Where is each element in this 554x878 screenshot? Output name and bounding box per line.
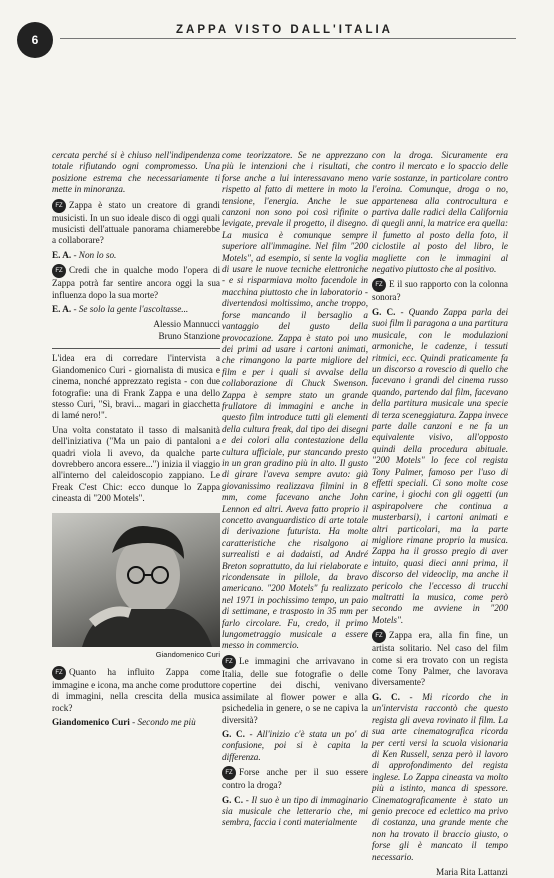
question-5: FZ Forse anche per il suo essere contro la droga? [222,767,368,791]
answer-6: G. C. - Quando Zappa parla dei suoi film li paragona a una partitura musicale, con le modulazioni armoniche, le cadenze, i tessuti ritmici, ecc. Quindi praticamente fa un discorso a rovescio di quello che facevano i grandi del cinema russo quando, partendo dal film, facevano della partitura musicale una specie di terza sceneggiatura. Zappa invece parte dalle canzoni e ne fa un equivalente visivo, all'opposto quindi della procedura abituale. "200 Motels" lo fece col regista Tony Palmer, famoso per l'uso di effetti speciali. Ci sono molte cose carine, i giochi con gli oggetti (un aspirapolvere che continua a musterbarsi), i cartoni animati e altri particolari, ma la parte migliore rimane proprio la musica. Zappa ha il grosso pregio di aver intuito, quasi dieci anni prima, il discorso del videoclip, ma anche il pericolo che l'eccesso di trucchi maltratti la musica, come però secondo me avviene in "200 Motels". [372,306,509,625]
page-number-badge: 6 [17,22,53,58]
signature: Alessio Mannucci Bruno Stanzione [153,319,220,341]
column-3 [372,150,508,878]
signature: Maria Rita Lattanzi [436,866,508,877]
question-2: FZ Credi che in qualche modo l'opera di Zappa potrà far sentire ancora oggi la sua influenza dopo la sua morte? [52,265,220,300]
question-icon: FZ [52,199,66,213]
answer-continued: con la droga. Sicuramente era contro il mercato e lo spaccio delle varie sostanze, in particolare contro l'eroina. Comunque, droga o no, appartenева alla controcultura e partiva dalle radici della California di quegli anni, la matrice era quella: il fumetto al posto della foto, il ciclostile al posto del libro, le magliette con le immagini al negativo piuttosto che al positivo. [372,150,509,275]
intro-text: cercata perché si è chiuso nell'indipendenza totale rifiutando ogni compromesso. Una posizione estrema che necessariamente ti mette in minoranza. [52,150,220,195]
question-1: FZ Zappa è stato un creatore di grandi musicisti. In un suo ideale disco di oggi quali musicisti dell'attuale panorama chiamerebbe a collaborare? [52,199,220,246]
question-icon: FZ [222,766,236,780]
paragraph: Una volta constatato il tasso di malsanità dell'iniziativa ("Ma un paio di pantaloni a quadri viola li avevo, da qualche parte dovrebbero ancora essere...") inizia il viaggio all'interno del caleidoscopio zappiano. Le Freak C'est Chic: ecco dunque lo Zappa cineasta di "200 Motels". [52,424,220,504]
answer-3: Giandomenico Curi - Secondo me più [52,717,196,728]
question-4: FZ Le immagini che arrivavano in Italia, delle sue fotografie o delle copertine dei dischi, venivano assimilate al flower power e alla psichedelia in genere, o se ne capiva la diversità? [222,655,368,725]
question-7: FZ Zappa era, alla fin fine, un artista solitario. Nel caso del film come si era trovato con un regista come Tony Palmer, che lavorava diversamente? [372,630,508,688]
section-divider [52,348,220,349]
answer-continued: come teorizzatore. Se ne apprezzano più le intenzioni che i risultati, che forse anche a lui interessavano meno rispetto al fatto di mettere in moto la tensione, l'energia. Anche le sue canzoni non sono poi così rifinite o levigate, prevale il progetto, il disegno. La musica è comunque sempre superiore all'immagine. Nel film "200 Motels", ad esempio, si sente la voglia di usare le nuove tecniche elettroniche - e si risparmiava molto facendole in macchina piuttosto che in laboratorio - divertendosi moltissimo, anche troppo, forse mancando il bersaglio a vantaggio del gusto della provocazione. Zappa è stato poi uno dei primi ad usare i cartoni animati, che rimangono la parte migliore del film e per i quali si avvalse della collaborazione di Chuck Swenson. Zappa è sempre stato un grande frullatore di immagini e anche in questo film introduce tutti gli elementi della cultura freak, dal tipo dei disegni e dei colori alla contestazione della cultura ufficiale, pur stancando presto in un gran gradino più in alto. Il gusto di girare l'aveva sempre avuto: già giovanissimo realizzava filmini in 8 mm, come facevano anche John Lennon ed altri. Aveva fatto proprio il concetto avanguardistico di arte totale di derivazione futurista. Ha molte caratteristiche che risalgono ai surrealisti e ai dadaisti, ad André Breton soprattutto, da lui rielaborate e ricondensate in pillole, da bravo americano. "200 Motels" fu realizzato nel 1971 in pochissimo tempo, un paio di settimane, e trasposto in 35 mm per farlo circolare. Fu, credo, il primo lungometraggio musicale a essere messo in commercio. [222,150,368,651]
portrait-image [52,513,220,647]
portrait-photo [52,513,220,647]
answer-5: G. C. - Il suo è un tipo di immaginario sia musicale che letterario che, mi sembra, faccia i conti materialmente [222,794,368,828]
question-3: FZ Quanto ha influito Zappa come immagine e icona, ma anche come produttore di immagini, nella crescita della musica rock? [52,667,220,713]
question-icon: FZ [372,278,386,292]
question-icon: FZ [52,264,66,278]
column-2 [222,150,368,832]
paragraph: L'idea era di corredare l'intervista a Giandomenico Curi - giornalista di musica e cinema, nonché apprezzato regista - con due fotografie: una di Frank Zappa e una dello stesso Curi, "Sì, bravi... magari in giacchetta di lamé nero!". [52,353,220,421]
answer-2: E. A. - Se solo la gente l'ascoltasse... [52,304,189,315]
column-1 [52,150,220,732]
answer-7: G. C. - Mi ricordo che in un'intervista raccontò che questo regista gli aveva rovinato il film. La sua arte cinematografica ricorda per certi versi la scuola visionaria di Ken Russell, senza però il lavoro di approfondimento del regista inglese. Lo Zappa cineasta va molto più a istinto, manca di spessore. Cinematograficamente è stato un genio precoce ed eclettico ma privo di costanza, una grande mente che non ha trovato il braccio giusto, o forse gli è mancato il tempo necessario. [372,691,509,862]
question-icon: FZ [372,629,386,643]
header-rule [60,38,516,39]
page-title: ZAPPA VISTO DALL'ITALIA [176,24,393,36]
answer-1: E. A. - Non lo so. [52,249,117,260]
photo-caption: Giandomenico Curi [155,649,220,659]
answer-4: G. C. - All'inizio c'è stata un po' di confusione, poi si è capita la differenza. [222,728,369,762]
question-6: FZ E il suo rapporto con la colonna sonora? [372,279,508,303]
page-header [0,0,554,70]
question-icon: FZ [52,666,66,680]
question-icon: FZ [222,655,236,669]
